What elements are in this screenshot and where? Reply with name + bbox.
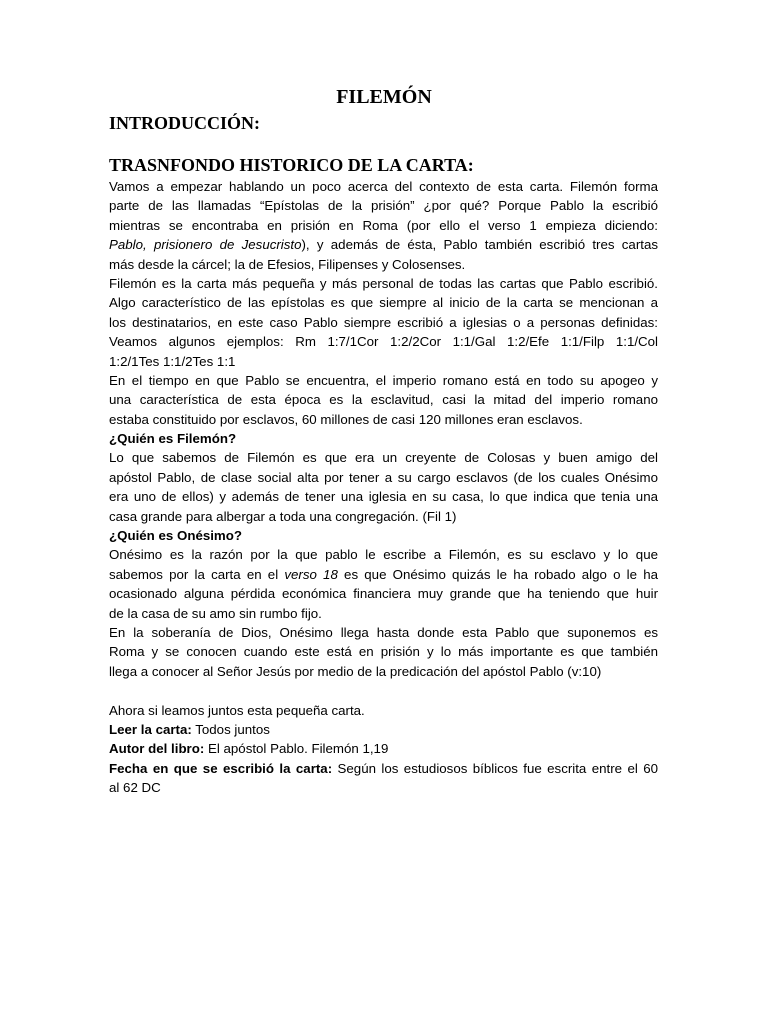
paragraph-line: En la soberanía de Dios, Onésimo llega hasta donde esta Pablo que suponemos es bbox=[109, 624, 658, 640]
read-letter-label: Leer la carta: bbox=[109, 721, 192, 737]
paragraph-line: una característica de esta época es la esclavitud, casi la mitad del imperio romano bbox=[109, 392, 658, 408]
question-heading-onesimo: ¿Quién es Onésimo? bbox=[109, 528, 242, 544]
paragraph-line: era uno de ellos) y además de tener una iglesia en su casa, lo que indica que tenia una bbox=[109, 489, 658, 505]
paragraph-line: los destinatarios, en este caso Pablo siempre escribió a iglesias o a personas definidas: bbox=[109, 314, 658, 330]
date-line-continued: al 62 DC bbox=[109, 780, 161, 796]
paragraph-line bbox=[109, 235, 658, 254]
author-value: El apóstol Pablo. Filemón 1,19 bbox=[204, 741, 389, 757]
paragraph-line: parte de las llamadas “Epístolas de la prisión” ¿por qué? Porque Pablo la escribió bbox=[109, 198, 658, 214]
paragraph-line: más desde la cárcel; la de Efesios, Filipenses y Colosenses. bbox=[109, 256, 466, 272]
paragraph-line: de la casa de su amo sin rumbo fijo. bbox=[109, 605, 322, 621]
paragraph-text: sabemos por la carta en el bbox=[109, 566, 285, 582]
author-label: Autor del libro: bbox=[109, 741, 205, 757]
paragraph-line: 1:2/1Tes 1:1/2Tes 1:1 bbox=[109, 353, 236, 369]
paragraph-line: Ahora si leamos juntos esta pequeña carta. bbox=[109, 702, 365, 718]
date-value: Según los estudiosos bíblicos fue escrita entre el 60 bbox=[332, 760, 658, 776]
author-line bbox=[109, 739, 658, 758]
read-letter-value: Todos juntos bbox=[191, 721, 270, 737]
paragraph-line bbox=[109, 565, 658, 584]
read-letter-line bbox=[109, 720, 658, 739]
document-title: FILEMÓN bbox=[336, 86, 432, 108]
paragraph-line: Veamos algunos ejemplos: Rm 1:7/1Cor 1:2/2Cor 1:1/Gal 1:2/Efe 1:1/Filp 1:1/Col bbox=[109, 334, 658, 350]
paragraph-text: ), y además de ésta, Pablo también escribió tres cartas bbox=[301, 237, 658, 253]
paragraph-line: Vamos a empezar hablando un poco acerca del contexto de esta carta. Filemón forma bbox=[109, 179, 658, 194]
paragraph-text: es que Onésimo quizás le ha robado algo o le ha bbox=[337, 566, 659, 582]
question-heading-filemon: ¿Quién es Filemón? bbox=[109, 431, 237, 447]
blank-line bbox=[109, 681, 658, 700]
paragraph-line: llega a conocer al Señor Jesús por medio de la predicación del apóstol Pablo (v:10) bbox=[109, 663, 602, 679]
paragraph-line: Lo que sabemos de Filemón es que era un creyente de Colosas y buen amigo del bbox=[109, 450, 658, 466]
italic-reference: verso 18 bbox=[284, 566, 338, 582]
paragraph-line: Onésimo es la razón por la que pablo le escribe a Filemón, es su esclavo y lo que bbox=[109, 547, 658, 563]
paragraph-line: estaba constituido por esclavos, 60 millones de casi 120 millones eran esclavos. bbox=[109, 411, 583, 427]
paragraph-line: Roma y se conocen cuando este está en prisión y lo más importante es que también bbox=[109, 644, 658, 660]
paragraph-line: ocasionado alguna pérdida económica financiera muy grande que ha teniendo que huir bbox=[109, 586, 658, 602]
date-line bbox=[109, 759, 658, 778]
paragraph-line: casa grande para albergar a toda una congregación. (Fil 1) bbox=[109, 508, 457, 524]
heading-background: TRASNFONDO HISTORICO DE LA CARTA: bbox=[109, 155, 474, 175]
paragraph-line: En el tiempo en que Pablo se encuentra, el imperio romano está en todo su apogeo y bbox=[109, 372, 658, 388]
paragraph-line: apóstol Pablo, de clase social alta por tener a su cargo esclavos (de los cuales Onésimo bbox=[109, 469, 658, 485]
paragraph-line: Filemón es la carta más pequeña y más personal de todas las cartas que Pablo escribió. bbox=[109, 275, 658, 291]
heading-introduction: INTRODUCCIÓN: bbox=[109, 113, 261, 133]
italic-quote: Pablo, prisionero de Jesucristo bbox=[109, 237, 302, 253]
paragraph-line: mientras se encontraba en prisión en Roma (por ello el verso 1 empieza diciendo: bbox=[109, 217, 658, 233]
date-label: Fecha en que se escribió la carta: bbox=[109, 760, 333, 776]
document-body bbox=[109, 177, 658, 798]
paragraph-line: Algo característico de las epístolas es que siempre al inicio de la carta se mencionan a bbox=[109, 295, 658, 311]
